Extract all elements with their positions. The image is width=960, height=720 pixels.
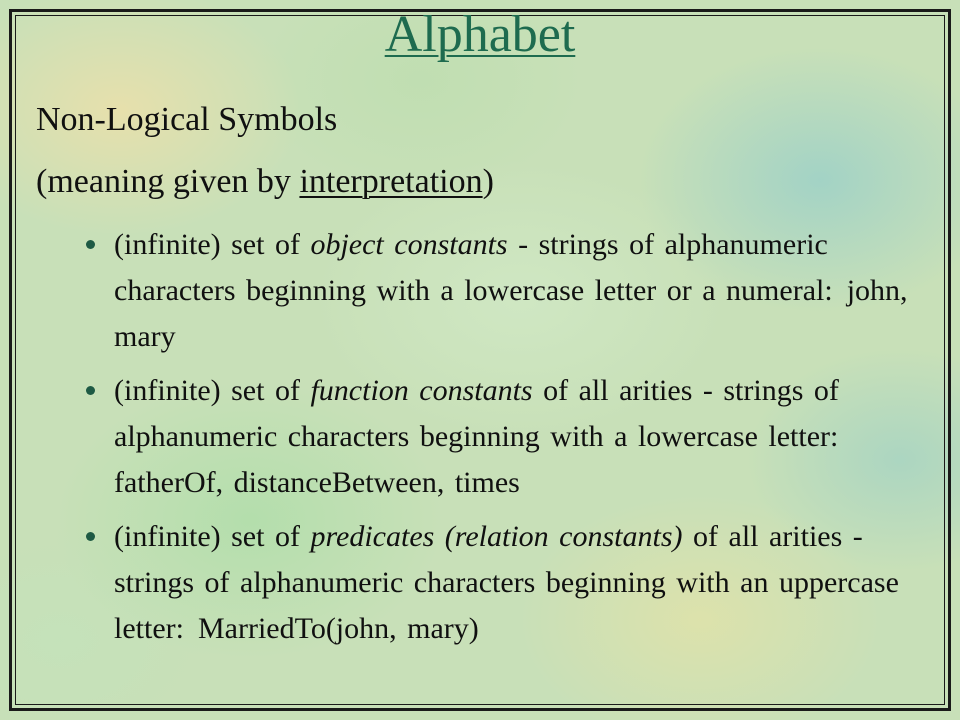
slide-title: Alphabet (384, 6, 576, 63)
heading-meaning-prefix: (meaning given by (36, 163, 300, 200)
bullet-object-constants (82, 222, 932, 360)
bullet-text-before: (infinite) set of (114, 520, 311, 553)
heading-non-logical-symbols: Non-Logical Symbols (36, 101, 338, 138)
bullet-dot-icon (86, 240, 95, 249)
bullet-example: fatherOf, distanceBetween, times (114, 466, 520, 499)
bullet-term: function constants (310, 374, 533, 407)
bullet-dot-icon (86, 386, 95, 395)
bullet-term: object constants (310, 228, 508, 261)
bullet-list (82, 222, 932, 660)
bullet-text-after: of all arities - strings of alphanumeric characters beginning with an uppercase letter: (114, 520, 899, 645)
bullet-text-before: (infinite) set of (114, 374, 311, 407)
heading-meaning-suffix: ) (482, 163, 494, 200)
bullet-text-after: - strings of alphanumeric characters beginning with a lowercase letter or a numeral: (114, 228, 833, 307)
bullet-dot-icon (86, 532, 95, 541)
bullet-example: MarriedTo(john, mary) (197, 612, 479, 645)
heading-meaning (36, 162, 494, 203)
bullet-example: john, mary (114, 274, 908, 353)
interpretation-term: interpretation (299, 163, 483, 200)
bullet-text-after: of all arities - strings of alphanumeric characters beginning with a lowercase letter: (114, 374, 839, 453)
bullet-function-constants (82, 368, 932, 506)
bullet-text-before: (infinite) set of (114, 228, 311, 261)
bullet-term: predicates (relation constants) (310, 520, 683, 553)
bullet-predicates (82, 514, 932, 652)
